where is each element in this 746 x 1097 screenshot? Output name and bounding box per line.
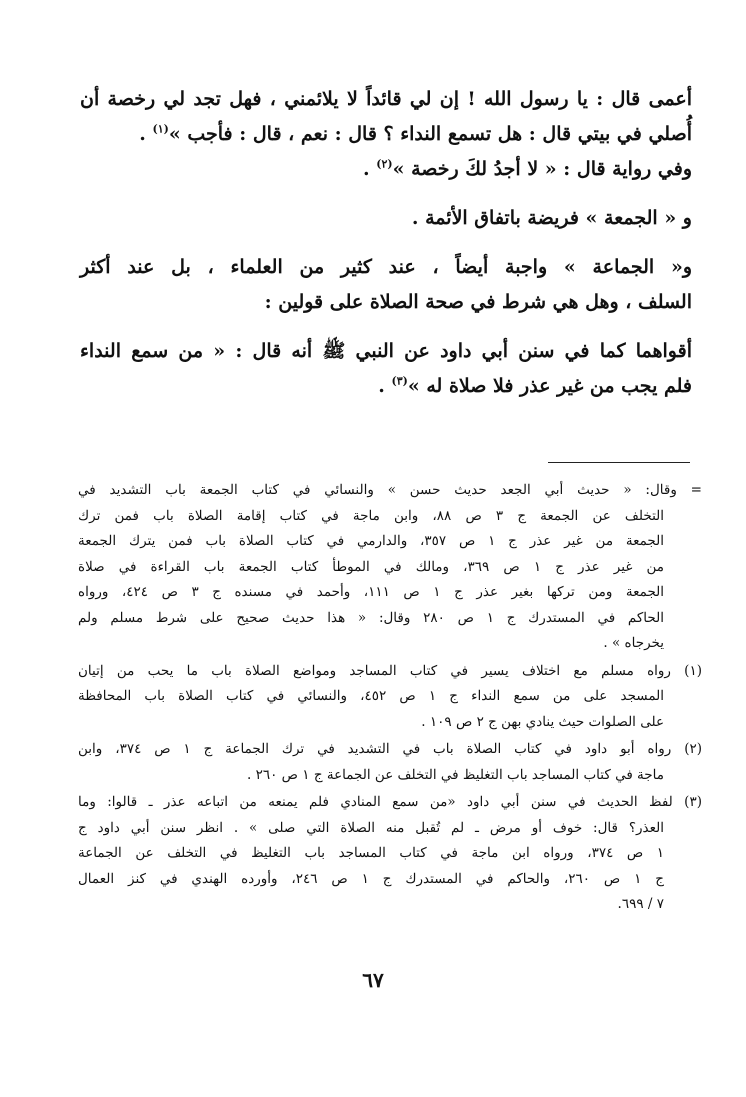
main-paragraph (80, 334, 692, 404)
text-line: وفي رواية قال : « لا أجدُ لكَ رخصة »$^{(٢)}$ . (363, 157, 692, 180)
footnote-reference[interactable]: (١) (152, 122, 169, 136)
footnote-line: (٣) لفظ الحديث في سنن أبي داود «من سمع المنادي فلم يمنعه من اتباعه عذر ـ قالوا: وما (78, 794, 702, 810)
footnote-line: (١) رواه مسلم مع اختلاف يسير في كتاب المساجد ومواضع الصلاة باب ما يحب من إتيان (78, 662, 702, 679)
footnote-line: = وقال: « حديث أبي الجعد حديث حسن » والنسائي في كتاب الجمعة باب التشديد في (78, 482, 702, 498)
main-paragraph (80, 201, 692, 236)
footnote-line: (٢) رواه أبو داود في كتاب الصلاة باب في التشديد في ترك الجماعة ج ١ ص ٣٧٤، وابن (78, 741, 703, 757)
footnote-line: ١ ص ٣٧٤، ورواه ابن ماجة في كتاب المساجد باب التغليظ في التخلف عن الجماعة (78, 845, 664, 861)
footnote-continuation (78, 478, 702, 657)
text-line: و« الجماعة » واجبة أيضاً ، عند كثير من العلماء ، بل عند أكثر (80, 256, 692, 278)
text-line: فلم يجب من غير عذر فلا صلاة له »$^{(٣)}$ . (378, 374, 692, 397)
footnotes (78, 478, 702, 920)
footnote-line: الجمعة من غير عذر ج ١ ص ٣٥٧، والدارمي في كتاب الصلاة باب فمن يترك الجمعة (78, 533, 664, 549)
text-line: أعمى قال : يا رسول الله ! إن لي قائداً لا يلائمني ، فهل تجد لي رخصة أن (80, 88, 692, 110)
footnote-line: التخلف عن الجمعة ج ٣ ص ٨٨، وابن ماجة في كتاب إقامة الصلاة باب فمن ترك (78, 507, 665, 524)
footnote-reference[interactable]: (٢) (376, 157, 393, 171)
footnote-line: المسجد على من سمع النداء ج ١ ص ٤٥٢، والنسائي في كتاب الصلاة باب المحافظة (78, 688, 665, 704)
footnote-line: ٧ / ٦٩٩. (617, 896, 664, 912)
page-number: ٦٧ (362, 968, 384, 992)
footnote-line: الجمعة ومن تركها بغير عذر ج ١ ص ١١١، وأحمد في مسنده ج ٣ ص ٤٢٤، ورواه (78, 584, 665, 600)
footnote-3 (78, 790, 702, 918)
main-paragraph (80, 82, 692, 187)
footnote-line: العذر؟ قال: خوف أو مرض ـ لم تُقبل منه الصلاة التي صلى » . انظر سنن أبي داود ج (78, 819, 664, 836)
text-line: و « الجمعة » فريضة باتفاق الأئمة . (411, 207, 692, 229)
footnote-reference[interactable]: (٣) (391, 374, 408, 388)
text-line: السلف ، وهل هي شرط في صحة الصلاة على قولين : (264, 291, 692, 313)
footnote-line: على الصلوات حيث ينادي بهن ج ٢ ص ١٠٩ . (421, 713, 664, 730)
footnote-2 (78, 737, 702, 788)
footnote-separator (548, 462, 690, 463)
text-line: أقواهما كما في سنن أبي داود عن النبي ﷺ أنه قال : « من سمع النداء (80, 340, 692, 362)
footnote-line: من غير عذر ج ١ ص ٣٦٩، ومالك في الموطأ كتاب الجمعة باب القراءة في صلاة (78, 558, 665, 575)
text-line: أُصلي في بيتي قال : هل تسمع النداء ؟ قال : نعم ، قال : فأجب »$^{(١)}$ . (139, 122, 692, 145)
footnote-1 (78, 659, 702, 736)
main-paragraph (80, 250, 692, 320)
main-text (80, 82, 692, 418)
footnote-line: ماجة في كتاب المساجد باب التغليظ في التخلف عن الجماعة ج ١ ص ٢٦٠ . (247, 766, 664, 783)
footnote-line: ج ١ ص ٢٦٠، والحاكم في المستدرك ج ١ ص ٢٤٦، وأورده الهندي في كنز العمال (78, 870, 665, 887)
footnote-line: الحاكم في المستدرك ج ١ ص ٢٨٠ وقال: « هذا حديث صحيح على شرط مسلم ولم (78, 609, 664, 626)
footnote-line: يخرجاه » . (603, 635, 664, 651)
